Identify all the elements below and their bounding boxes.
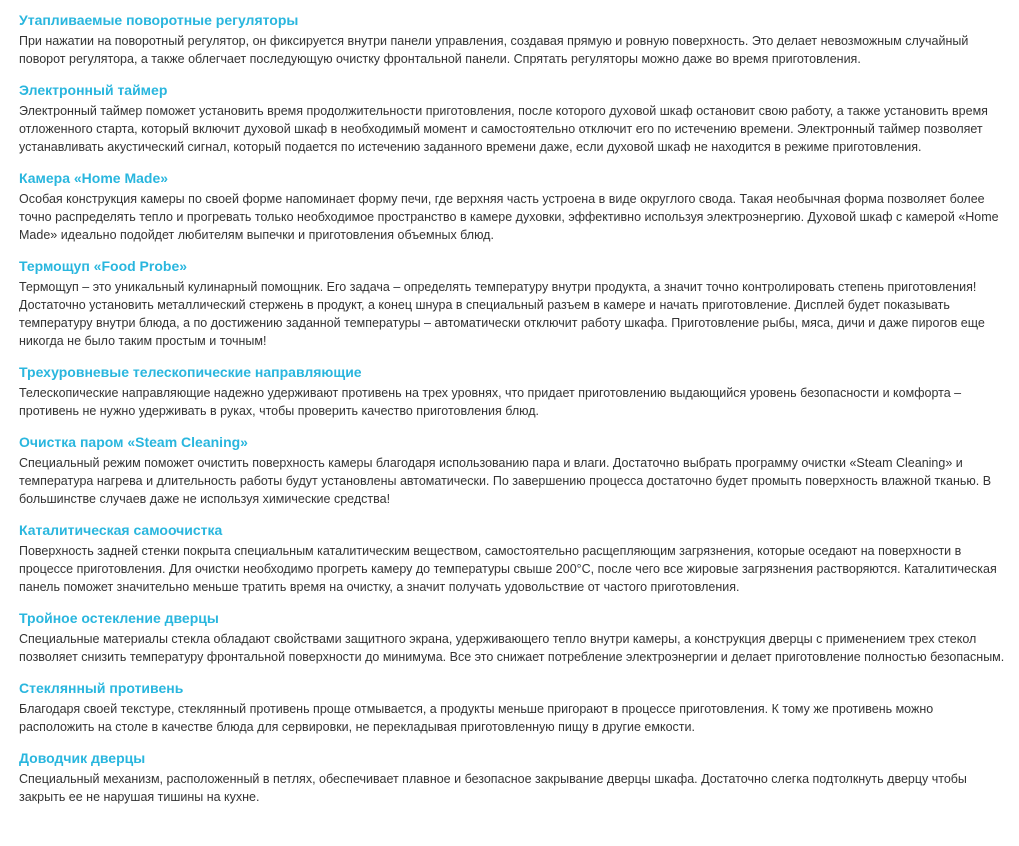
feature-description: Термощуп – это уникальный кулинарный помощник. Его задача – определять температуру внутри продукта, а значит точно контролировать степень приготовления! Достаточно установить металлический стержень в продукт, а конец шнура в специальный разъем в камере и начать приготовление. Дисплей будет показывать температуру внутри блюда, а по достижению заданной температуры – автоматически отключит работу шкафа. Приготовление рыбы, мяса, дичи и даже пирогов еще никогда не было таким простым и точным! (19, 280, 985, 348)
feature-description: Особая конструкция камеры по своей форме напоминает форму печи, где верхняя часть устроена в виде округлого свода. Такая необычная форма позволяет более точно распределять тепло и прогревать только необходимое пространство в камере духовки, эффективно используя электроэнергию. Духовой шкаф с камерой «Home Made» идеально подойдет любителям выпечки и приготовления объемных блюд. (19, 192, 999, 242)
feature-title: Стеклянный противень (19, 680, 184, 696)
feature-title: Очистка паром «Steam Cleaning» (19, 434, 248, 450)
feature-section-electronic-timer (19, 80, 1007, 156)
feature-title: Трехуровневые телескопические направляющие (19, 364, 362, 380)
feature-description: Специальные материалы стекла обладают свойствами защитного экрана, удерживающего тепло внутри камеры, а конструкция дверцы с применением трех стекол позволяет снизить температуру фронтальной поверхности до минимума. Все это снижает потребление электроэнергии и делает приготовление полностью безопасным. (19, 632, 1005, 664)
feature-section-steam-cleaning (19, 432, 1007, 508)
feature-title: Каталитическая самоочистка (19, 522, 223, 538)
feature-description: Поверхность задней стенки покрыта специальным каталитическим веществом, самостоятельно расщепляющим загрязнения, которые оседают на поверхности в процессе приготовления. Для очистки необходимо прогреть камеру до температуры свыше 200°C, после чего все жировые загрязнения растворяются. Каталитическая панель поможет значительно меньше тратить время на очистку, а значит получать удовольствие от частого приготовления. (19, 544, 997, 594)
feature-title: Электронный таймер (19, 82, 168, 98)
feature-section-food-probe (19, 256, 1007, 350)
feature-title: Доводчик дверцы (19, 750, 146, 766)
feature-description: При нажатии на поворотный регулятор, он фиксируется внутри панели управления, создавая прямую и ровную поверхность. Это делает невозможным случайный поворот регулятора, а также облегчает последующую очистку фронтальной панели. Спрятать регуляторы можно даже во время приготовления. (19, 34, 969, 66)
feature-section-home-made-cavity (19, 168, 1007, 244)
feature-description: Благодаря своей текстуре, стеклянный противень проще отмывается, а продукты меньше пригорают в процессе приготовления. К тому же противень можно расположить на столе в качестве блюда для сервировки, не перекладывая приготовленную пищу в другие емкости. (19, 702, 934, 734)
feature-section-retractable-knobs (19, 10, 1007, 68)
feature-title: Тройное остекление дверцы (19, 610, 219, 626)
feature-section-door-closer (19, 748, 1007, 806)
feature-section-catalytic-cleaning (19, 520, 1007, 596)
feature-title: Термощуп «Food Probe» (19, 258, 188, 274)
feature-section-triple-glazing (19, 608, 1007, 666)
feature-title: Камера «Home Made» (19, 170, 169, 186)
feature-description: Электронный таймер поможет установить время продолжительности приготовления, после которого духовой шкаф остановит свою работу, а также установить время отложенного старта, который включит духовой шкаф в необходимый момент и самостоятельно отключит его по истечению времени. Электронный таймер позволяет устанавливать акустический сигнал, который подается по истечению заданного времени даже, если духовой шкаф не находится в режиме приготовления. (19, 104, 988, 154)
feature-description: Специальный режим поможет очистить поверхность камеры благодаря использованию пара и влаги. Достаточно выбрать программу очистки «Steam Cleaning» и температура нагрева и длительность работы будут установлены автоматически. По завершению процесса достаточно будет промыть поверхность влажной тканью. В большинстве случаев даже не используя химические средства! (19, 456, 992, 506)
feature-description: Телескопические направляющие надежно удерживают противень на трех уровнях, что придает приготовлению выдающийся уровень безопасности и комфорта – противень не нужно удерживать в руках, чтобы проверить качество приготовления блюд. (19, 386, 962, 418)
feature-title: Утапливаемые поворотные регуляторы (19, 12, 299, 28)
feature-section-telescopic-rails (19, 362, 1007, 420)
feature-description: Специальный механизм, расположенный в петлях, обеспечивает плавное и безопасное закрывание дверцы шкафа. Достаточно слегка подтолкнуть дверцу чтобы закрыть ее не нарушая тишины на кухне. (19, 772, 967, 804)
feature-section-glass-tray (19, 678, 1007, 736)
